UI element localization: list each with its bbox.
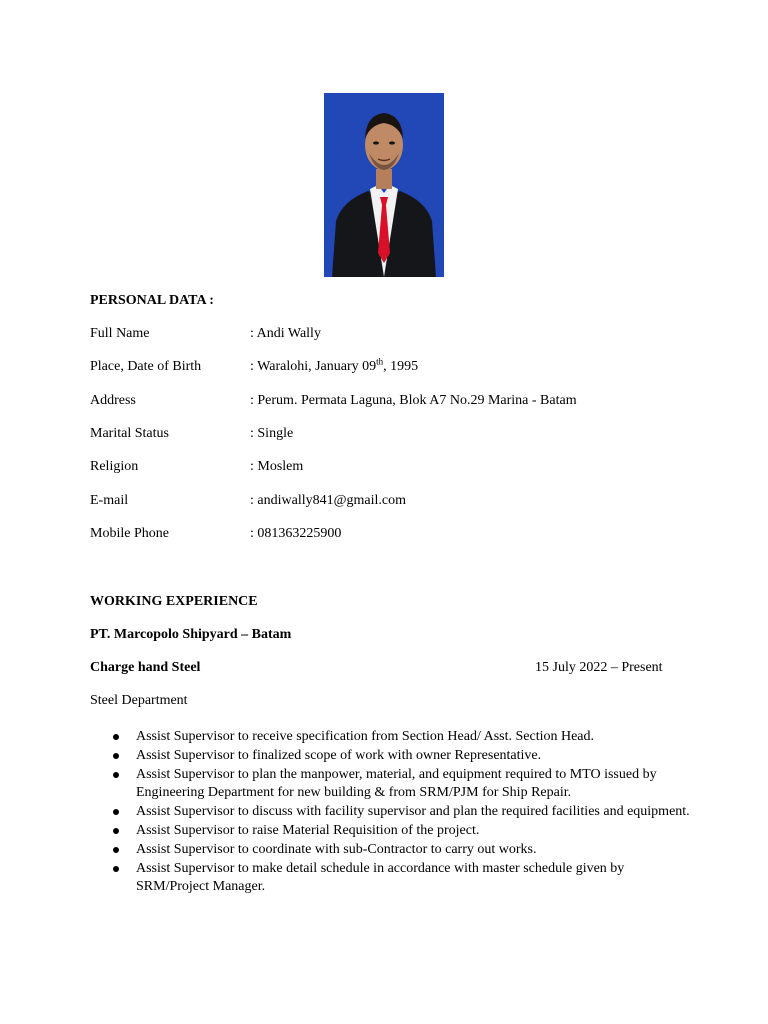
field-label: Place, Date of Birth [90, 359, 202, 374]
working-experience-heading: WORKING EXPERIENCE [90, 594, 258, 609]
bullet-icon [113, 753, 119, 759]
list-item [90, 803, 690, 821]
field-label: Address [90, 393, 136, 408]
employment-period: 15 July 2022 – Present [535, 660, 663, 675]
field-label: Full Name [90, 326, 150, 341]
field-label: E-mail [90, 493, 129, 508]
day-suffix: th [376, 356, 384, 367]
task-text: Assist Supervisor to plan the manpower, material, and equipment required to MTO issued by Engineering Department for new building & from SRM/PJM for Ship Repair. [136, 767, 657, 800]
list-item [90, 860, 690, 896]
profile-photo [324, 93, 444, 277]
position-title: Charge hand Steel [90, 660, 201, 675]
bullet-icon [113, 847, 119, 853]
birth-year: , 1995 [383, 359, 419, 374]
task-text: Assist Supervisor to make detail schedule in accordance with master schedule given by SRM/Project Manager. [136, 861, 625, 894]
bullet-icon [113, 809, 119, 815]
department-name: Steel Department [90, 693, 188, 708]
field-value [250, 358, 418, 376]
field-value: : Single [250, 426, 294, 441]
task-text: Assist Supervisor to finalized scope of work with owner Representative. [136, 748, 542, 763]
field-label: Marital Status [90, 426, 169, 441]
list-item [90, 822, 690, 840]
bullet-icon [113, 734, 119, 740]
task-text: Assist Supervisor to coordinate with sub-Contractor to carry out works. [136, 842, 537, 857]
task-text: Assist Supervisor to discuss with facility supervisor and plan the required facilities and equipment. [136, 804, 690, 819]
company-name: PT. Marcopolo Shipyard – Batam [90, 627, 292, 642]
field-value: : Moslem [250, 459, 304, 474]
bullet-icon [113, 772, 119, 778]
list-item [90, 841, 690, 859]
list-item [90, 728, 690, 746]
list-item [90, 747, 690, 765]
bullet-icon [113, 866, 119, 872]
field-label: Religion [90, 459, 139, 474]
birth-value-main: : Waralohi, January 09 [250, 359, 377, 374]
task-list [90, 728, 690, 897]
personal-data-heading: PERSONAL DATA : [90, 293, 214, 308]
field-label: Mobile Phone [90, 526, 169, 541]
field-value: : Andi Wally [250, 326, 321, 341]
bullet-icon [113, 828, 119, 834]
portrait-photo-icon [324, 93, 444, 277]
list-item [90, 766, 690, 802]
task-text: Assist Supervisor to receive specification from Section Head/ Asst. Section Head. [136, 729, 595, 744]
email-value: : andiwally841@gmail.com [250, 493, 406, 508]
phone-value: : 081363225900 [250, 526, 342, 541]
field-value: : Perum. Permata Laguna, Blok A7 No.29 Marina - Batam [250, 393, 577, 408]
task-text: Assist Supervisor to raise Material Requisition of the project. [136, 823, 480, 838]
